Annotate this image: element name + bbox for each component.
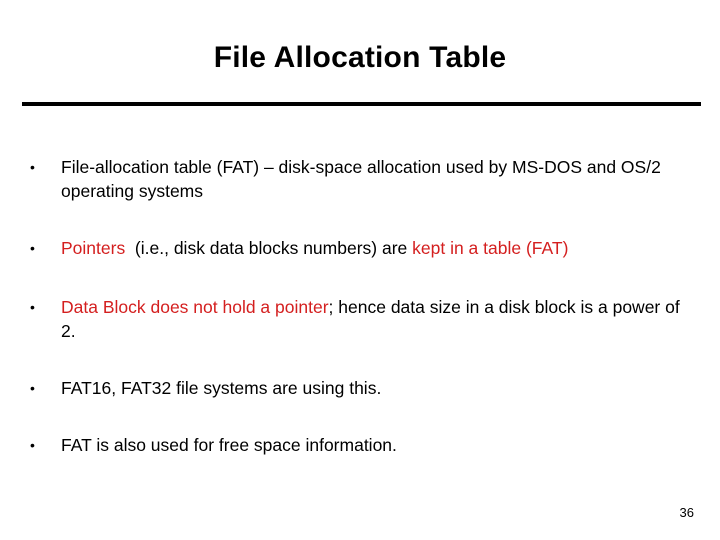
bullet-item-free-space [30, 433, 695, 457]
bullet-text: File-allocation table (FAT) – disk-space allocation used by MS-DOS and OS/2 operating systems [61, 157, 661, 201]
bullet-item-fat-definition [30, 155, 695, 203]
bullet-item-data-block [30, 295, 695, 343]
bullet-text: FAT is also used for free space information. [61, 435, 397, 455]
bullet-text [61, 295, 695, 343]
bullet-text-segment: ; hence data size in a disk block is a power of 2. [61, 297, 680, 341]
highlighted-text-data-block: Data Block does not hold a pointer [61, 297, 329, 317]
bullet-marker: • [30, 299, 35, 315]
highlighted-text-pointers: Pointers [61, 238, 126, 258]
highlighted-text-kept-in-table: kept in a table (FAT) [412, 238, 569, 258]
bullet-item-pointers [30, 236, 695, 260]
slide-title: File Allocation Table [213, 41, 507, 74]
bullet-item-fat16-fat32 [30, 376, 695, 400]
bullet-text-segment: (i.e., disk data blocks numbers) are [125, 238, 413, 258]
bullet-marker: • [30, 437, 35, 453]
bullet-marker: • [30, 240, 35, 256]
title-divider [22, 102, 701, 106]
bullet-marker: • [30, 159, 35, 175]
bullet-marker: • [30, 380, 35, 396]
page-number: 36 [679, 505, 694, 520]
bullet-text: FAT16, FAT32 file systems are using this. [61, 378, 382, 398]
bullet-text [61, 236, 695, 260]
